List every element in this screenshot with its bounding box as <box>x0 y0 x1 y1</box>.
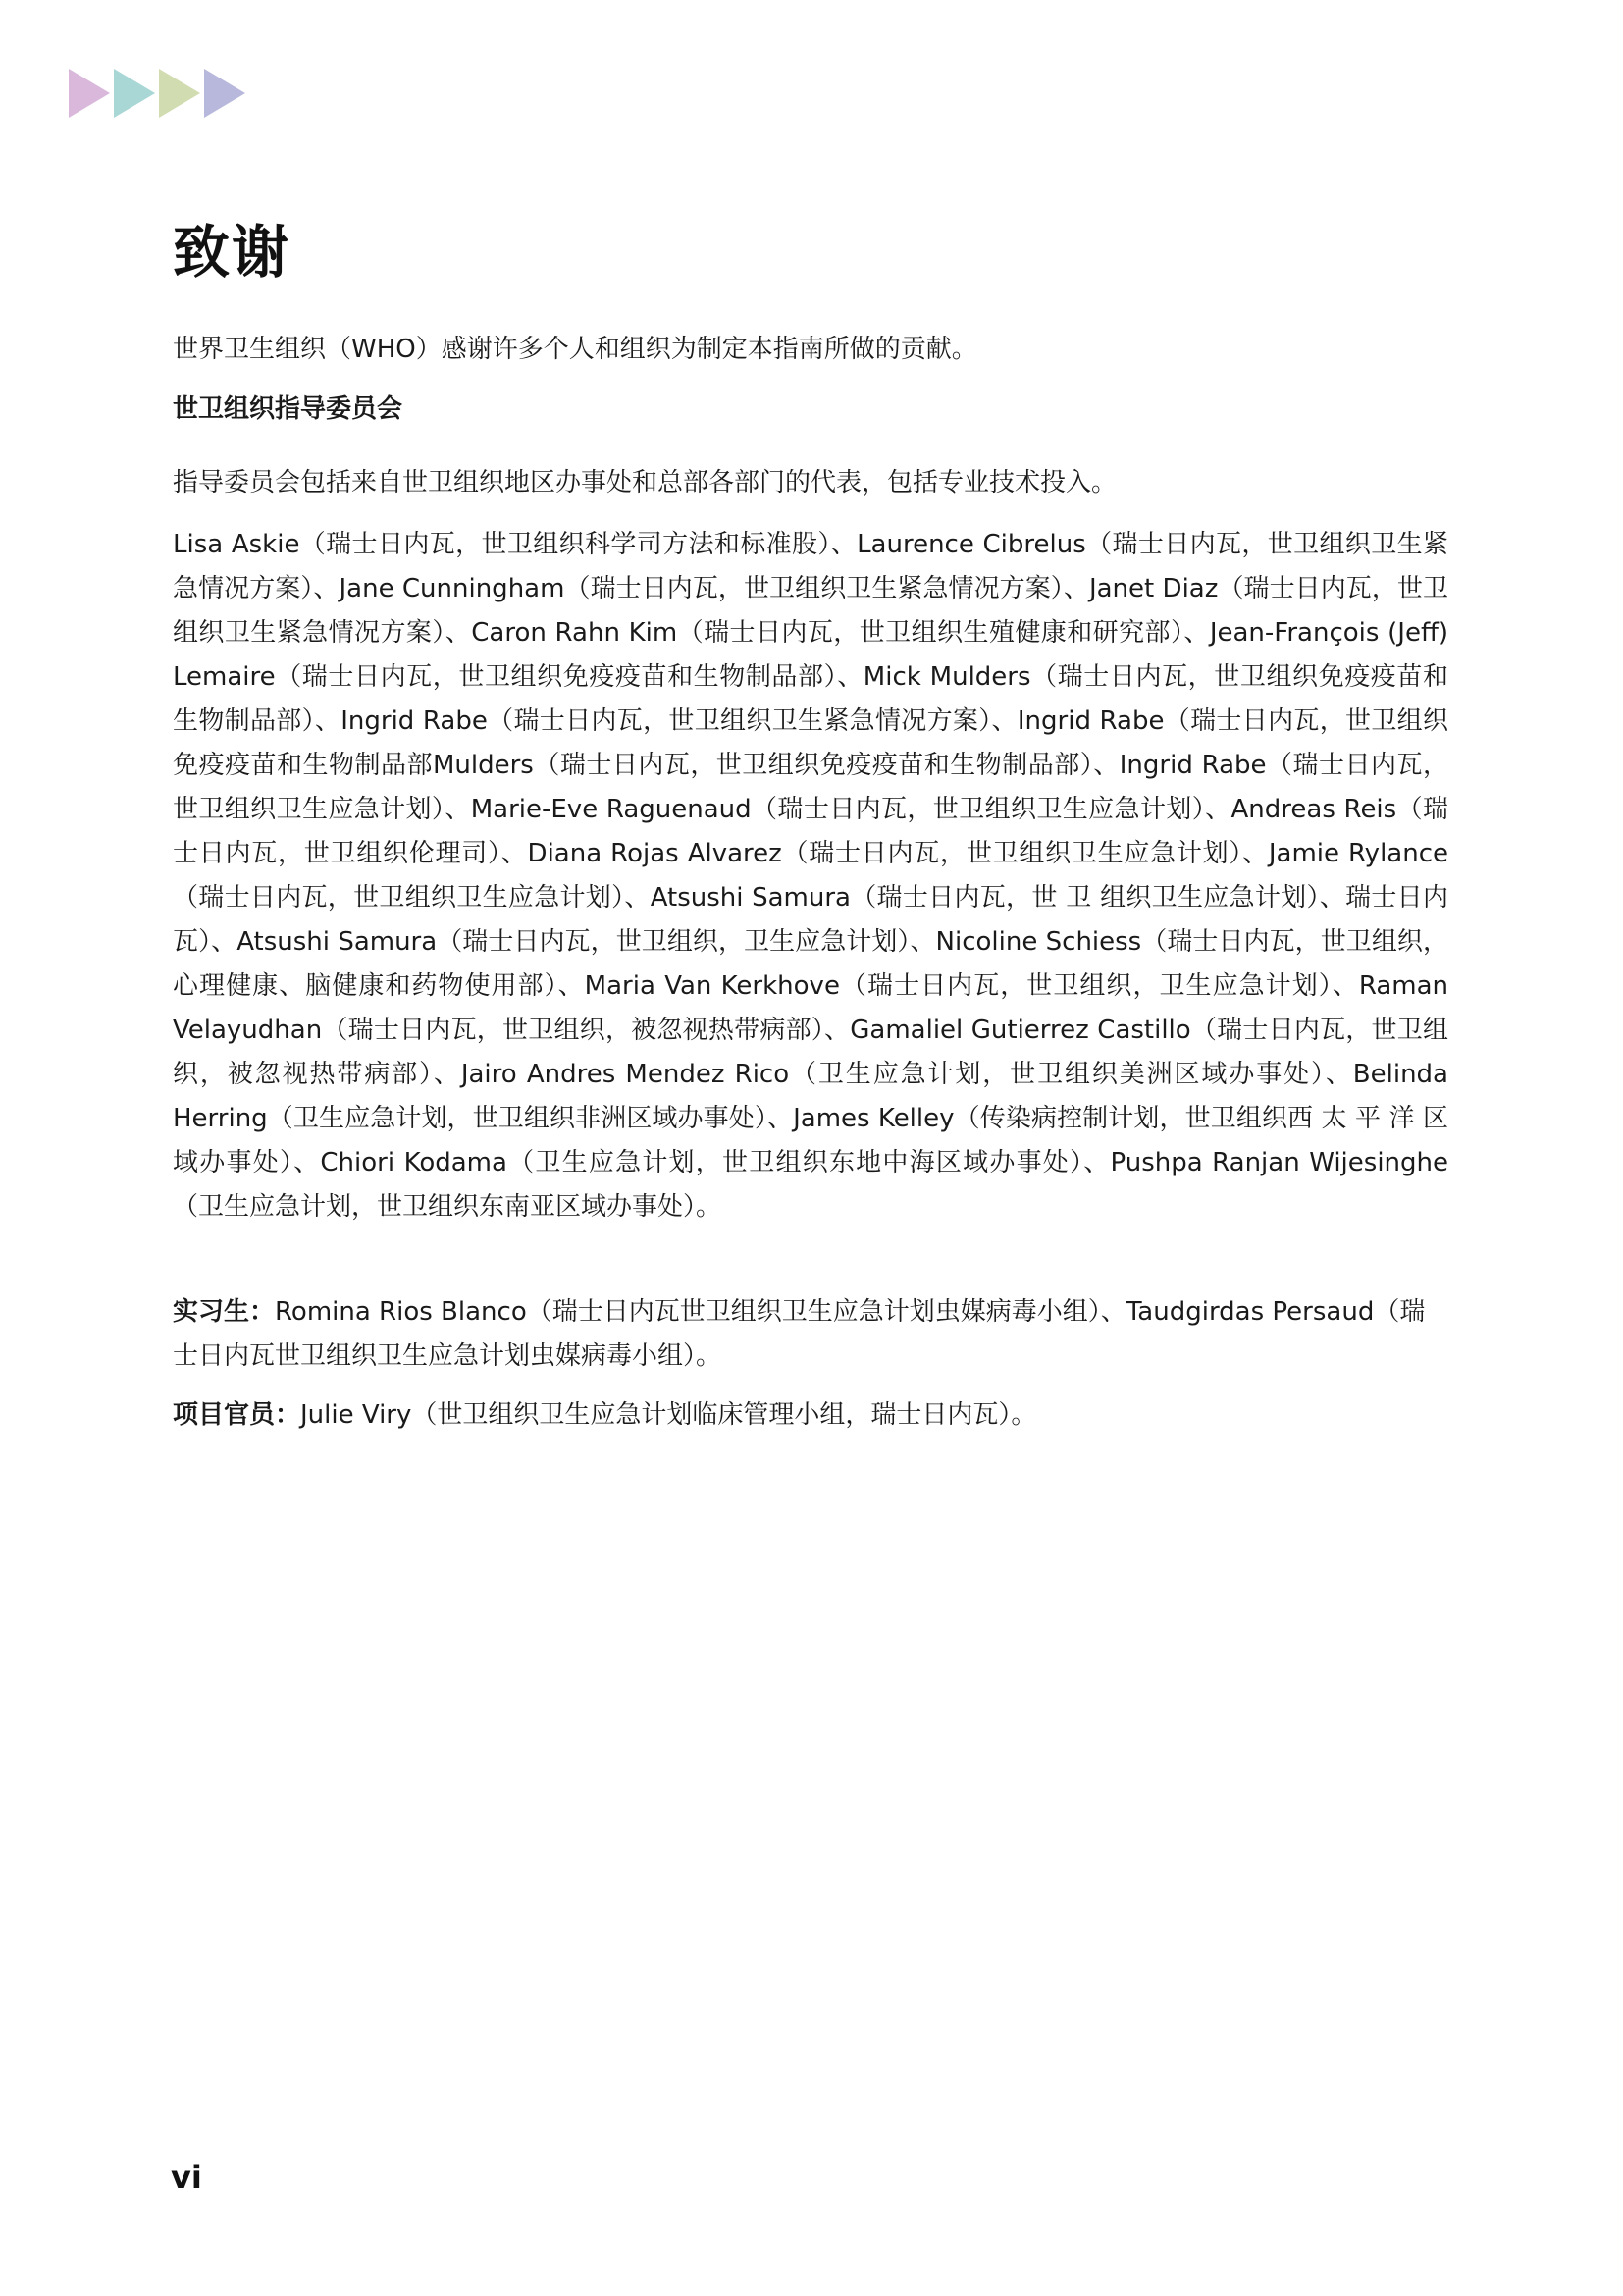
interns-label: 实习生： <box>173 1297 276 1327</box>
committee-heading: 世卫组织指导委员会 <box>173 394 403 424</box>
intro-paragraph: 世界卫生组织（WHO）感谢许多个人和组织为制定本指南所做的贡献。 <box>173 335 977 364</box>
committee-members-list: Lisa Askie（瑞士日内瓦，世卫组织科学司方法和标准股）、Laurence Cibrelus（瑞士日内瓦，世卫组织卫生紧急情况方案）、Jane Cunningham（瑞士日内瓦，世卫组织卫生紧急情况方案）、Janet Diaz（瑞士日内瓦，世卫组织卫生紧急情况方案）、Caron Rahn Kim（瑞士日内瓦，世卫组织生殖健康和研究部）、Jean-François (Jeff) Lemaire（瑞士日内瓦，世卫组织免疫疫苗和生物制品部）、Mick Mulders（瑞士日内瓦，世卫组织免疫疫苗和生物制品部）、Ingrid Rabe（瑞士日内瓦，世卫组织卫生紧急情况方案）、Ingrid Rabe（瑞士日内瓦，世卫组织免疫疫苗和生物制品部Mulders（瑞士日内瓦，世卫组织免疫疫苗和生物制品部）、Ingrid Rabe（瑞士日内瓦，世卫组织卫生应急计划）、Marie-Eve Raguenaud（瑞士日内瓦，世卫组织卫生应急计划）、Andreas Reis（瑞士日内瓦，世卫组织伦理司）、Diana Rojas Alvarez（瑞士日内瓦，世卫组织卫生应急计划）、Jamie Rylance（瑞士日内瓦，世卫组织卫生应急计划）、Atsushi Samura（瑞士日内瓦，世 卫 组织卫生应急计划）、瑞士日内瓦）、Atsushi Samura（瑞士日内瓦，世卫组织，卫生应急计划）、Nicoline Schiess（瑞士日内瓦，世卫组织，心理健康、脑健康和药物使用部）、Maria Van Kerkhove（瑞士日内瓦，世卫组织，卫生应急计划）、Raman Velayudhan（瑞士日内瓦，世卫组织，被忽视热带病部）、Gamaliel Gutierrez Castillo（瑞士日内瓦，世卫组织，被忽视热带病部）、Jairo Andres Mendez Rico（卫生应急计划，世卫组织美洲区域办事处）、Belinda Herring（卫生应急计划，世卫组织非洲区域办事处）、James Kelley（传染病控制计划，世卫组织西 太 平 洋 区域办事处）、Chiori Kodama（卫生应急计划，世卫组织东地中海区域办事处）、Pushpa Ranjan Wijesinghe（卫生应急计划，世卫组织东南亚区域办事处）。 <box>173 530 1448 1222</box>
committee-description: 指导委员会包括来自世卫组织地区办事处和总部各部门的代表，包括专业技术投入。 <box>173 468 1118 497</box>
page-title: 致谢 <box>173 219 291 286</box>
page-number: vi <box>171 2159 202 2196</box>
triangle-1 <box>69 69 110 118</box>
interns-text: Romina Rios Blanco（瑞士日内瓦世卫组织卫生应急计划虫媒病毒小组）、Taudgirdas Persaud（瑞士日内瓦世卫组织卫生应急计划虫媒病毒小组）。 <box>173 1297 1426 1371</box>
triangle-4 <box>204 69 245 118</box>
triangle-2 <box>114 69 155 118</box>
triangle-3 <box>159 69 200 118</box>
decorative-triangles <box>69 69 255 118</box>
project-officer-text: Julie Viry（世卫组织卫生应急计划临床管理小组，瑞士日内瓦）。 <box>300 1400 1037 1430</box>
project-officer-paragraph <box>173 1393 1448 1437</box>
project-officer-label: 项目官员： <box>173 1400 301 1430</box>
interns-paragraph <box>173 1290 1448 1379</box>
